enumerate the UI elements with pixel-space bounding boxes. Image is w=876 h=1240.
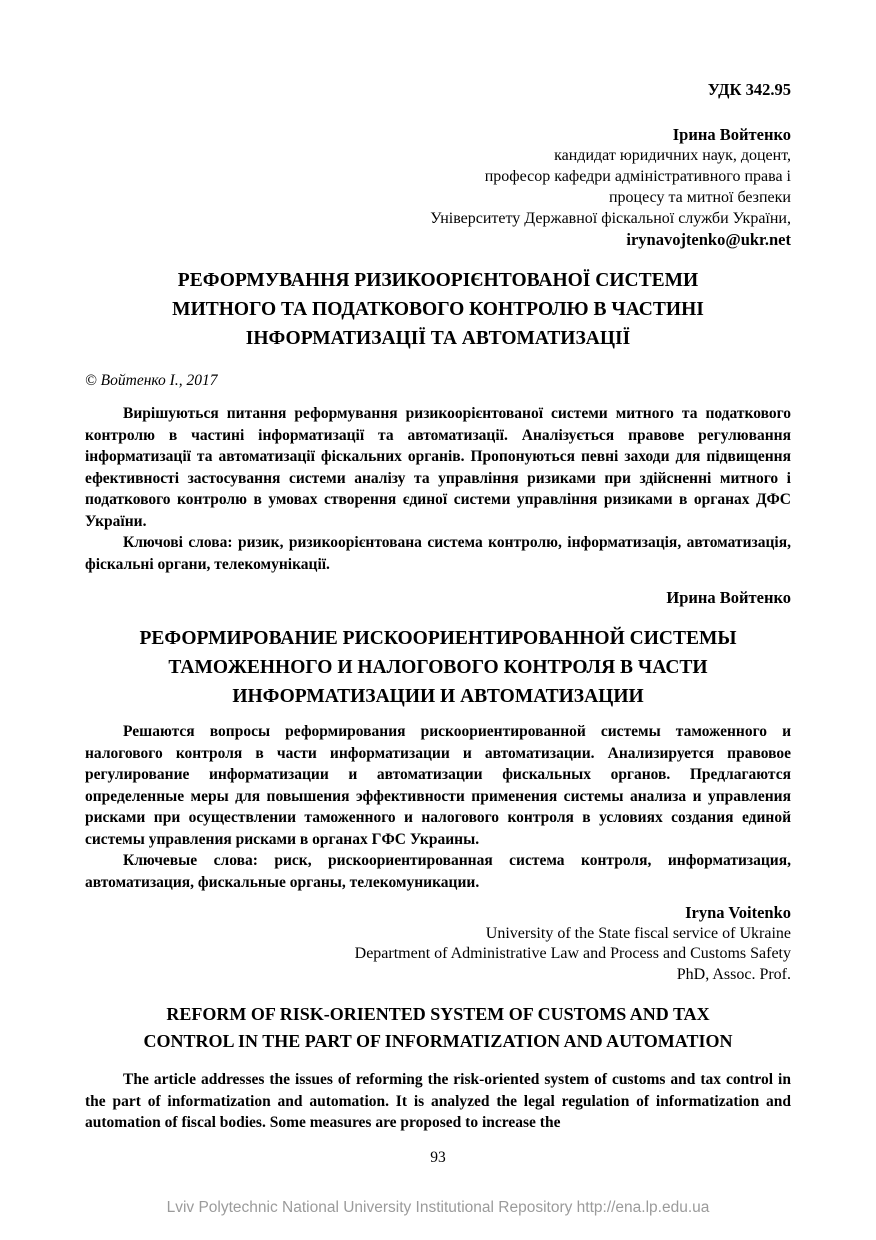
article-title-en	[85, 1001, 791, 1055]
repository-footer: Lviv Polytechnic National University Institutional Repository http://ena.lp.edu.ua	[166, 1199, 710, 1216]
author-email: irynavojtenko@ukr.net	[626, 230, 791, 249]
author-university-line-en: University of the State fiscal service of Ukraine	[485, 924, 791, 942]
author-name-uk: Ірина Войтенко	[672, 125, 791, 144]
author-degree-line-en: PhD, Assoc. Prof.	[676, 965, 791, 983]
author-department-line-en: Department of Administrative Law and Process and Customs Safety	[354, 945, 791, 962]
article-title-en-line: CONTROL IN THE PART OF INFORMATIZATION AND AUTOMATION	[143, 1031, 733, 1051]
article-title-uk	[85, 266, 791, 353]
abstract-en	[85, 1069, 791, 1134]
author-block-uk	[85, 124, 791, 250]
abstract-uk-keywords: Ключові слова: ризик, ризикоорієнтована система контролю, інформатизація, автоматизація, фіскальні органи, телекомунікації.	[85, 534, 791, 573]
article-title-ru-line: ИНФОРМАТИЗАЦИИ И АВТОМАТИЗАЦИИ	[232, 686, 644, 707]
udc-code: УДК 342.95	[707, 80, 791, 99]
author-department-line: процесу та митної безпеки	[608, 189, 791, 206]
abstract-en-body: The article addresses the issues of reforming the risk-oriented system of customs and tax control in the part of informatization and automation. It is analyzed the legal regulation of informatization and automation of fiscal bodies. Some measures are proposed to increase the	[85, 1071, 791, 1131]
author-name-ru: Ирина Войтенко	[666, 588, 791, 607]
article-title-en-line: REFORM OF RISK-ORIENTED SYSTEM OF CUSTOMS AND TAX	[166, 1004, 710, 1024]
abstract-ru	[85, 721, 791, 893]
author-name-en: Iryna Voitenko	[685, 903, 791, 922]
article-title-ru-line: РЕФОРМИРОВАНИЕ РИСКООРИЕНТИРОВАННОЙ СИСТЕМЫ	[139, 628, 737, 649]
article-title-ru-line: ТАМОЖЕННОГО И НАЛОГОВОГО КОНТРОЛЯ В ЧАСТИ	[168, 657, 708, 678]
author-block-en	[85, 903, 791, 985]
author-degree-line: кандидат юридичних наук, доцент,	[554, 147, 791, 164]
article-title-uk-line: РЕФОРМУВАННЯ РИЗИКООРІЄНТОВАНОЇ СИСТЕМИ	[177, 270, 699, 291]
author-university-line: Університету Державної фіскальної служби України,	[430, 210, 791, 227]
article-title-ru	[85, 624, 791, 711]
copyright-note: © Войтенко І., 2017	[85, 372, 218, 389]
article-title-uk-line: МИТНОГО ТА ПОДАТКОВОГО КОНТРОЛЮ В ЧАСТИНІ	[172, 299, 704, 320]
abstract-ru-body: Решаются вопросы реформирования рискоориентированной системы таможенного и налогового контроля в части информатизации и автоматизации. Анализируется правовое регулирование информатизации и автоматизации фискальных органов. Предлагаются определенные меры для повышения эффективности применения системы анализа и управления рисками при осуществлении таможенного и налогового контроля в условиях создания единой системы управления рисками в органах ГФС Украины.	[85, 723, 791, 848]
abstract-uk	[85, 403, 791, 575]
author-position-line: професор кафедри адміністративного права і	[484, 168, 791, 185]
article-title-uk-line: ІНФОРМАТИЗАЦІЇ ТА АВТОМАТИЗАЦІЇ	[245, 328, 631, 349]
abstract-uk-body: Вирішуються питання реформування ризикоорієнтованої системи митного та податкового контролю в частині інформатизації та автоматизації. Аналізується правове регулювання інформатизації та автоматизації фіскальних органів. Пропонуються певні заходи для підвищення ефективності застосування системи аналізу та управління ризиками при здійсненні митного і податкового контролю в умовах створення єдиної системи управління ризиками в органах ДФС України.	[85, 405, 791, 530]
page-number: 93	[430, 1148, 446, 1166]
abstract-ru-keywords: Ключевые слова: риск, рискоориентированная система контроля, информатизация, автоматизация, фискальные органы, телекомуникации.	[85, 852, 791, 891]
